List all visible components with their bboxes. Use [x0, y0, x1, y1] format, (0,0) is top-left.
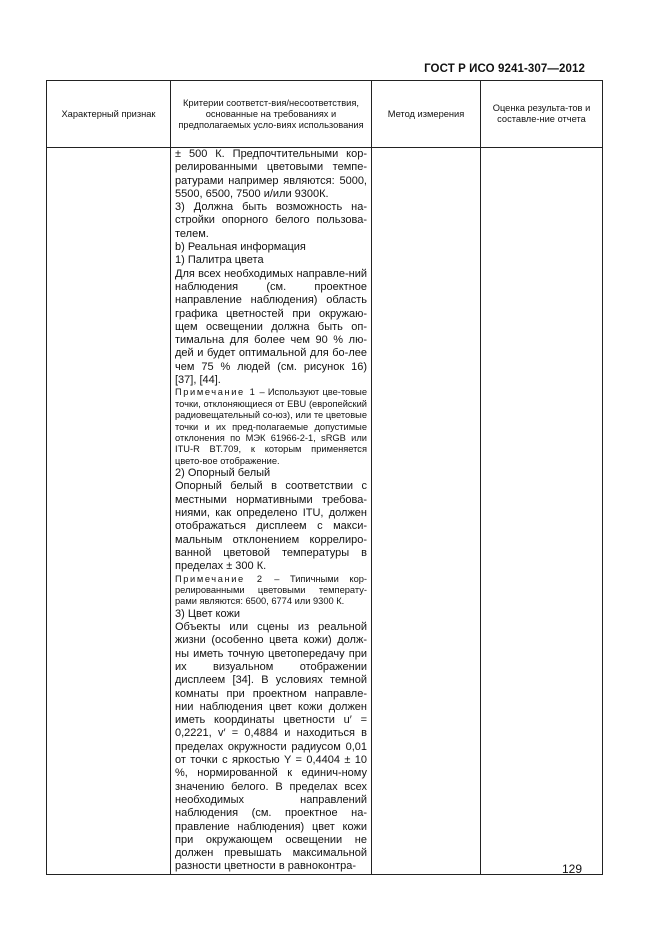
criteria-subheading: 1) Палитра цвета — [175, 254, 264, 267]
note-label: Примечание 1 — [175, 387, 257, 398]
note-text: – Используют цве-товые точки, отклоняющиеся от EBU (европейский радиовещательный со-юз), или те цветовые точки и их пред-полагаемые допустимые отклонения по МЭК 61966-2-1, sRGB или ITU-R BT.709, к которым применяется цвето-вое отображение. — [175, 387, 367, 466]
page-number: 129 — [561, 862, 582, 876]
feature-cell — [47, 148, 171, 875]
criteria-subheading: 2) Опорный белый — [175, 467, 271, 480]
column-header-feature: Характерный признак — [47, 81, 171, 148]
criteria-paragraph: Объекты или сцены из реальной жизни (особенно цвета кожи) долж-ны иметь точную цветопередачу при их визуальном отображении дисплеем [34]. В условиях темной комнаты при проектном направле-нии наблюдения цвет кожи должен иметь координаты цветности u′ = 0,2221, v′ = 0,4884 и находиться в пределах окружности радиусом 0,01 от точки с яркостью Y = 0,4404 ± 10 %, нормированной к единич-ному значению белого. В пределах всех необходимых направлений наблюдения (см. проектное на-правление наблюдения) цвет кожи при окружающем освещении не должен превышать максимальной разности цветности в равноконтра- — [175, 621, 367, 873]
criteria-subheading: 3) Цвет кожи — [175, 607, 240, 620]
method-cell — [372, 148, 481, 875]
criteria-cell — [171, 148, 372, 875]
criteria-paragraph: 3) Должна быть возможность на-стройки опорного белого пользова-телем. — [175, 201, 367, 240]
column-header-method: Метод измерения — [372, 81, 481, 148]
note-label: Примечание 2 — [175, 573, 264, 584]
note-2 — [175, 574, 367, 608]
note-text: – Типичными кор-релированными цветовыми температу-рами являются: 6500, 6774 или 9300 К. — [175, 573, 368, 607]
note-1 — [175, 387, 367, 467]
column-header-criteria: Критерии соответст-вия/несоответствия, основанные на требованиях и предполагаемых усло-виях использования — [171, 81, 372, 148]
criteria-paragraph: ± 500 К. Предпочтительными кор-релированными цветовыми темпе-ратурами например являются: 5000, 5500, 6500, 7500 и/или 9300К. — [175, 148, 367, 200]
table-header-row — [47, 81, 603, 148]
requirements-table — [46, 80, 603, 875]
table-row — [47, 148, 603, 875]
column-header-evaluation: Оценка результа-тов и составле-ние отчета — [481, 81, 603, 148]
document-id: ГОСТ Р ИСО 9241-307—2012 — [424, 63, 585, 75]
criteria-subheading: b) Реальная информация — [175, 241, 306, 254]
evaluation-cell — [481, 148, 603, 875]
criteria-paragraph: Для всех необходимых направле-ний наблюдения (см. проектное направление наблюдения) область графика цветностей при окружаю-щем освещении должна быть оп-тимальна для более чем 90 % лю-дей и будет оптимальной для бо-лее чем 75 % людей (см. рисунок 16) [37], [44]. — [175, 267, 367, 387]
criteria-paragraph: Опорный белый в соответствии с местными нормативными требова-ниями, как определено ITU, должен отображаться дисплеем с макси-мальным отклонением коррелиро-ванной цветовой температуры в пределах ± 300 К. — [175, 480, 367, 573]
